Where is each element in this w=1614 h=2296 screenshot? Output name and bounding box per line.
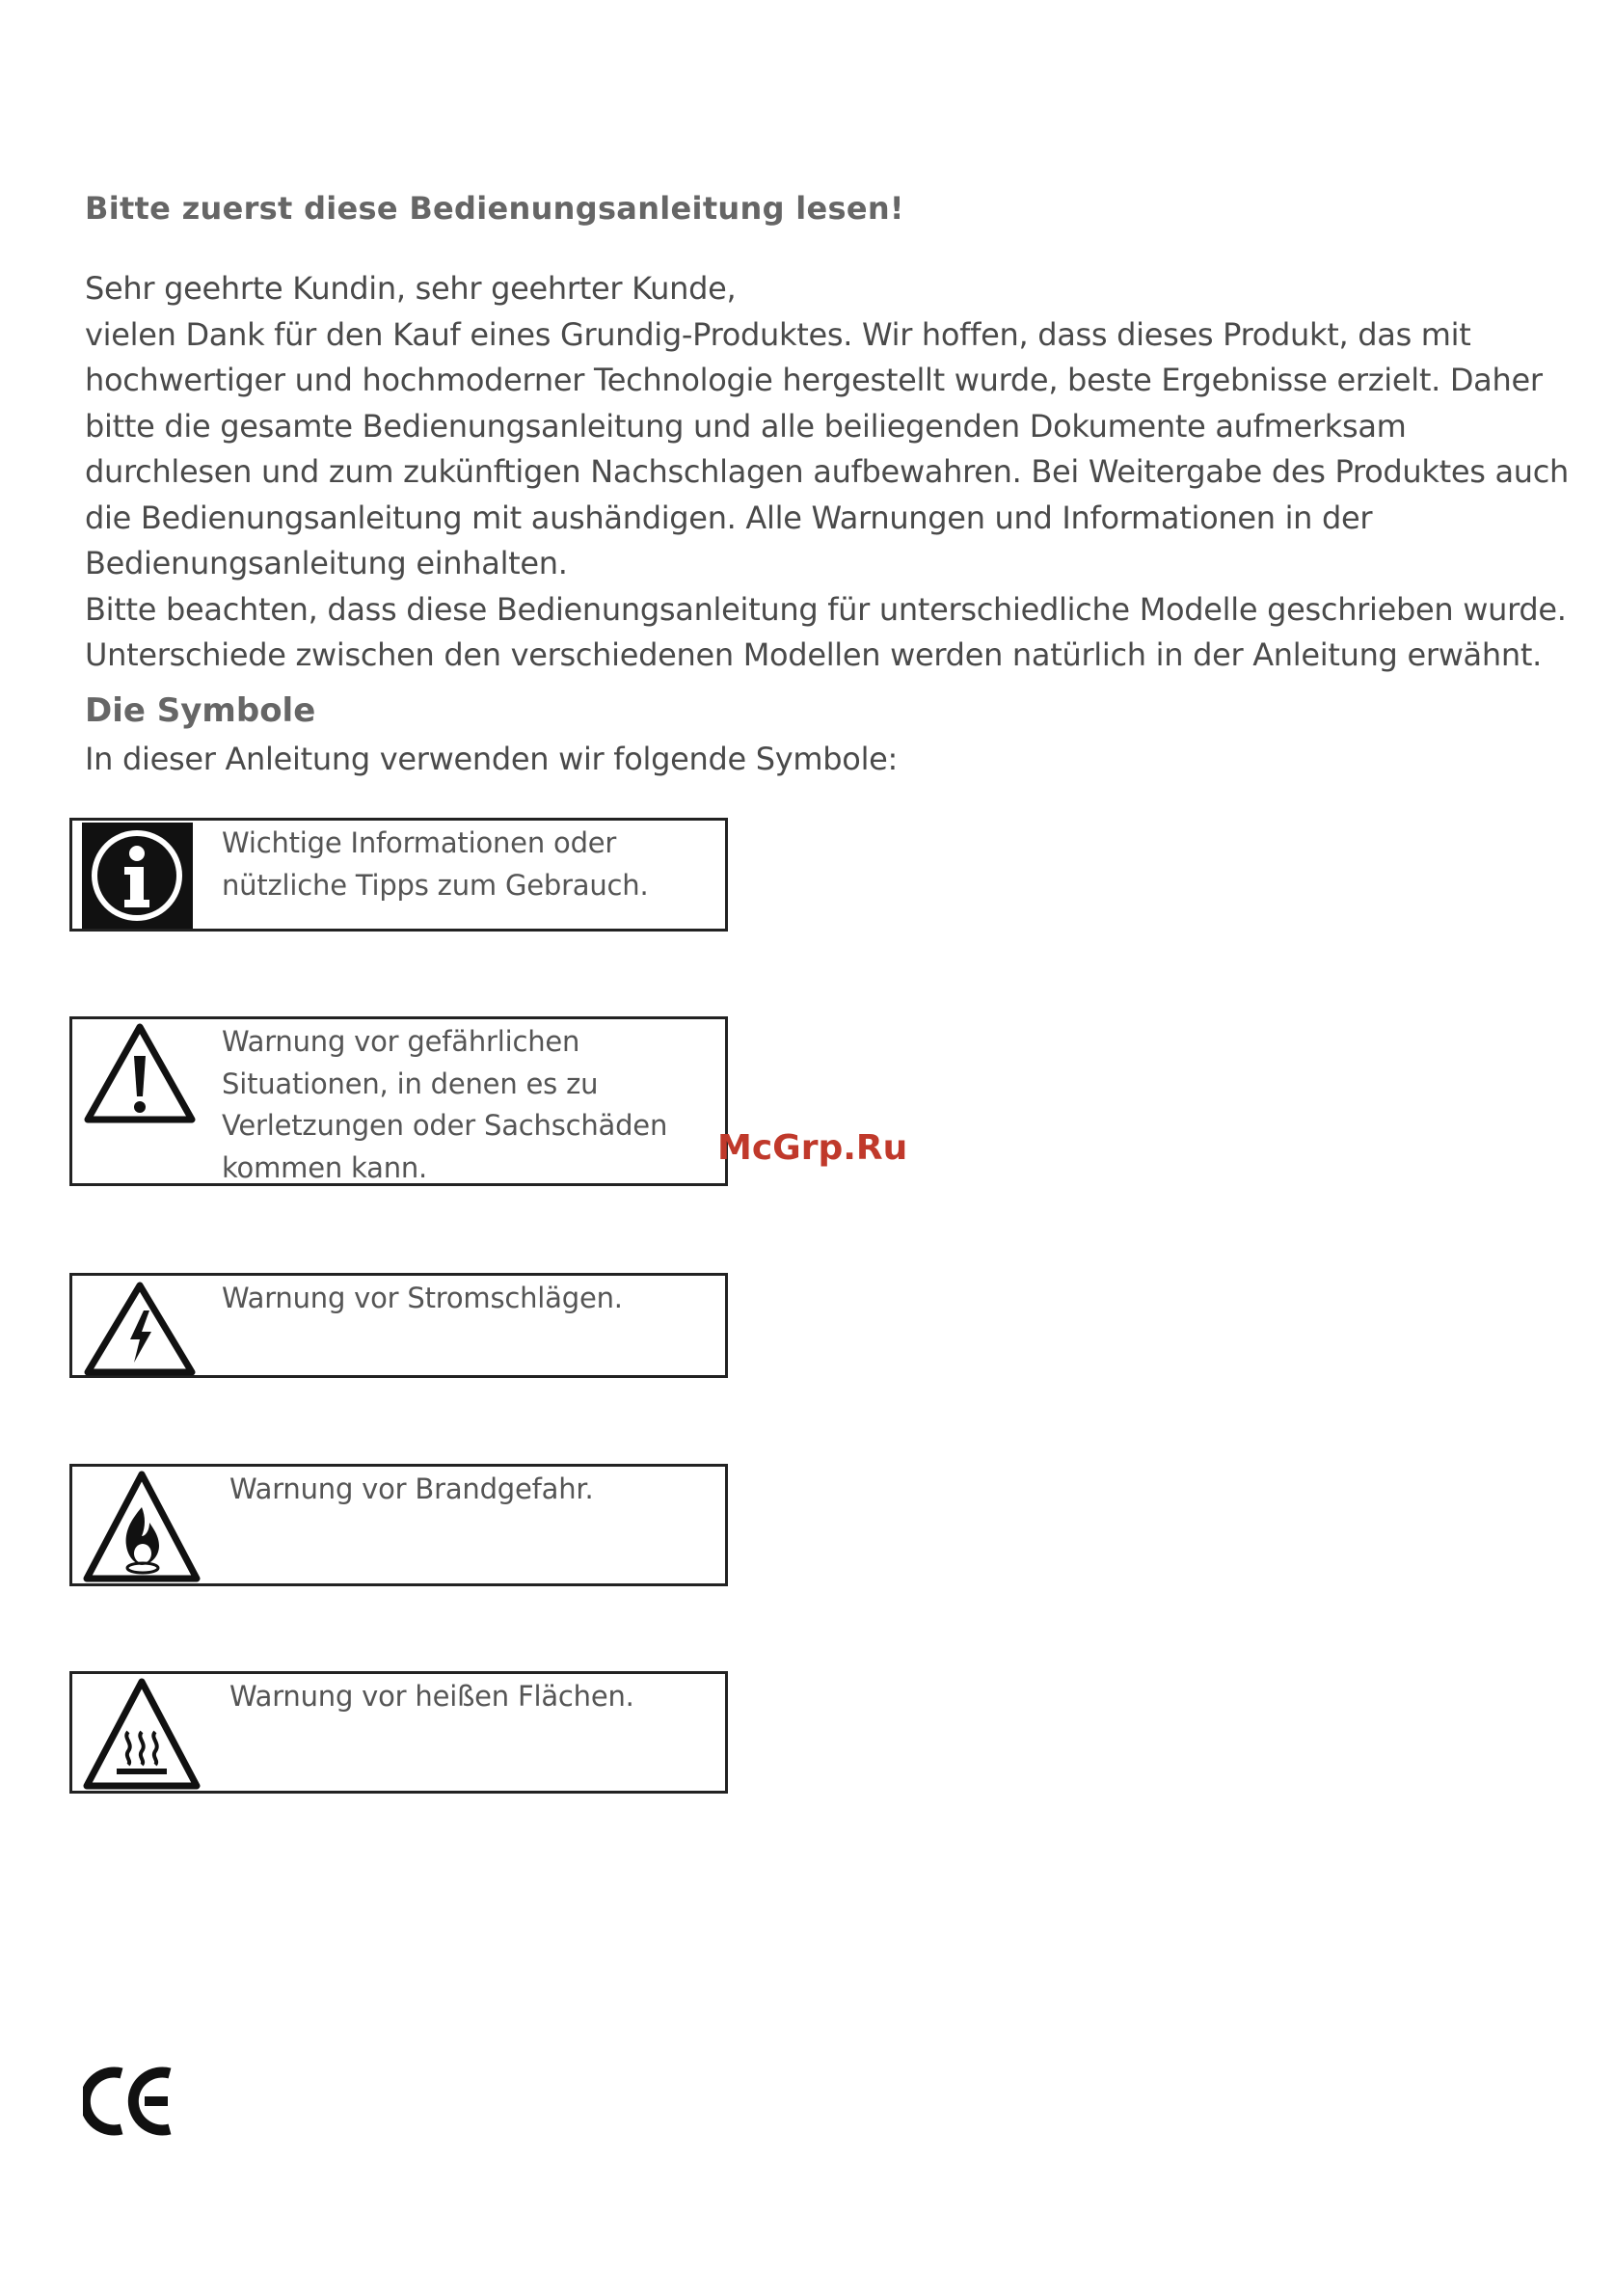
electric-shock-icon <box>82 1280 198 1380</box>
warning-icon <box>82 1021 198 1131</box>
symbol-text-warning: Warnung vor gefährlichen Situationen, in denen es zu Verletzungen oder Sachschäden kommen kann. <box>222 1025 668 1184</box>
fire-hazard-icon <box>82 1469 202 1588</box>
models-note-paragraph: Bitte beachten, dass diese Bedienungsanleitung für unterschiedliche Modelle geschrieben wurde. Unterschiede zwischen den verschiedenen Modellen werden natürlich in der Anleitung erwähnt. <box>85 590 1567 673</box>
symbol-text-hot-surface: Warnung vor heißen Flächen. <box>229 1680 634 1713</box>
symbol-box-electric <box>69 1273 728 1378</box>
symbol-box-warning <box>69 1016 728 1186</box>
intro-text <box>85 266 1570 679</box>
symbol-box-info <box>69 818 728 932</box>
symbols-section-title: Die Symbole <box>85 691 316 730</box>
info-icon <box>82 823 193 932</box>
symbol-text-info: Wichtige Informationen oder nützliche Tipps zum Gebrauch. <box>222 826 649 902</box>
symbol-text-electric: Warnung vor Stromschlägen. <box>222 1282 623 1314</box>
symbol-box-fire <box>69 1464 728 1586</box>
greeting: Sehr geehrte Kundin, sehr geehrter Kunde, <box>85 270 737 307</box>
page-heading: Bitte zuerst diese Bedienungsanleitung lesen! <box>85 190 904 227</box>
hot-surface-icon <box>82 1676 202 1796</box>
watermark: McGrp.Ru <box>717 1128 908 1168</box>
intro-paragraph: vielen Dank für den Kauf eines Grundig-Produktes. Wir hoffen, dass dieses Produkt, das mit hochwertiger und hochmoderner Technologie hergestellt wurde, beste Ergebnisse erzielt. Daher bitte die gesamte Bedienungsanleitung und alle beiliegenden Dokumente aufmerksam durchlesen und zum zukünftigen Nachschlagen aufbewahren. Bei Weitergabe des Produktes auch die Bedienungsanleitung mit aushändigen. Alle Warnungen und Informationen in der Bedienungsanleitung einhalten. <box>85 315 1570 581</box>
ce-mark-icon <box>83 2066 179 2141</box>
symbols-section-intro: In dieser Anleitung verwenden wir folgende Symbole: <box>85 741 899 777</box>
symbol-box-hot-surface <box>69 1671 728 1794</box>
symbol-text-fire: Warnung vor Brandgefahr. <box>229 1472 594 1505</box>
